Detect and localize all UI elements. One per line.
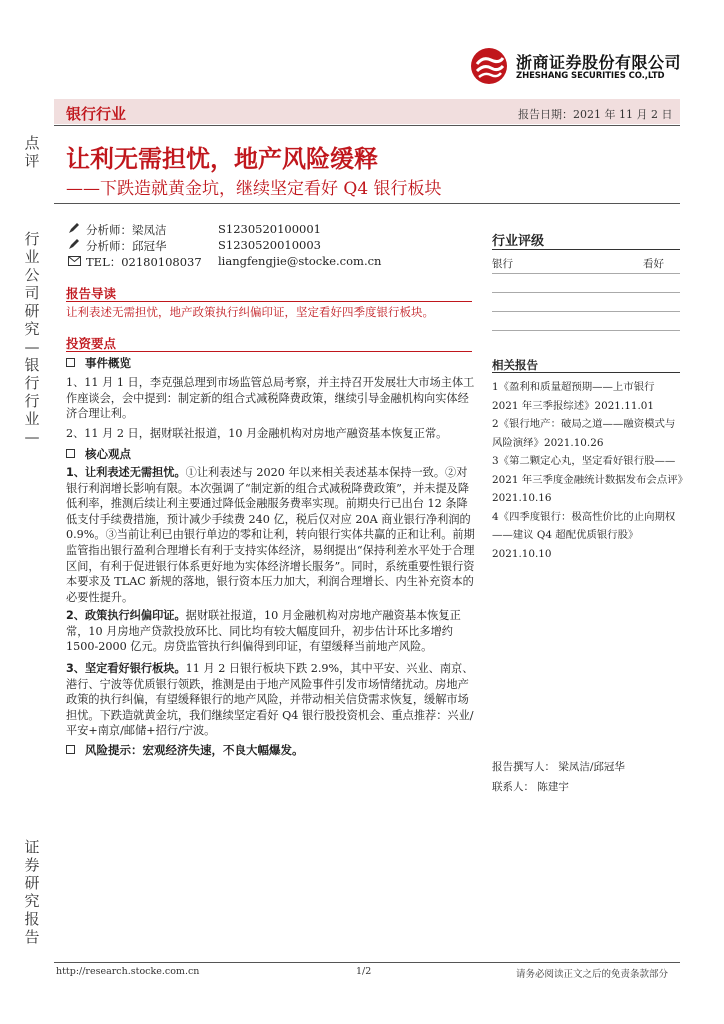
side-tag-category: 行业公司研究—银行行业— <box>24 230 40 446</box>
company-logo-icon <box>469 46 513 86</box>
rating-value: 看好 <box>643 258 664 270</box>
analyst-tel: TEL：02180108037 <box>86 255 202 269</box>
mail-icon <box>68 255 86 269</box>
footer-url-link[interactable]: http://research.stocke.com.cn <box>56 966 200 977</box>
analyst-name: 分析师：梁凤洁 <box>86 223 167 237</box>
event-paragraph-2: 2、11 月 2 日，据财联社报道，10 月金融机构对房地产融资基本恢复正常。 <box>66 427 448 440</box>
analyst-email[interactable]: liangfengjie@stocke.com.cn <box>218 254 382 268</box>
report-writer: 报告撰写人： 梁凤洁/邱冠华 <box>492 761 625 773</box>
core-point-2-title: 2、政策执行纠偏印证。 <box>66 609 186 622</box>
rating-table-line <box>492 292 680 293</box>
analyst-contact-row <box>68 254 382 270</box>
report-contact: 联系人： 陈建宇 <box>492 781 569 793</box>
guide-text: 让利表述无需担忧，地产政策执行纠偏印证，坚定看好四季度银行板块。 <box>66 305 434 319</box>
title-divider <box>54 203 680 204</box>
report-date: 报告日期：2021 年 11 月 2 日 <box>518 108 673 121</box>
core-view-heading: 核心观点 <box>66 446 131 462</box>
rating-industry: 银行 <box>492 258 513 270</box>
key-points-divider <box>66 351 472 352</box>
footer-disclaimer: 请务必阅读正文之后的免责条款部分 <box>516 969 669 980</box>
risk-warning <box>66 742 304 758</box>
analyst-name: 分析师：邱冠华 <box>86 239 167 253</box>
pen-icon <box>68 238 86 253</box>
rating-table-line <box>492 330 680 331</box>
page-number: 1/2 <box>356 966 372 977</box>
risk-text: 宏观经济失速，不良大幅爆发。 <box>142 743 304 757</box>
analyst-cert: S1230520100001 <box>218 222 321 236</box>
core-paragraph-3 <box>66 661 476 739</box>
core-point-3-title: 3、坚定看好银行板块。 <box>66 662 186 675</box>
company-name-en: ZHESHANG SECURITIES CO.,LTD <box>516 71 665 81</box>
guide-divider <box>66 301 472 302</box>
event-paragraph-1: 1、11 月 1 日，李克强总理到市场监管总局考察，并主持召开发展壮大市场主体工作座谈会，会中提到：制定新的组合式减税降费政策，继续引导金融机构向实体经济合理让利。 <box>66 376 475 421</box>
core-paragraph-1 <box>66 465 476 605</box>
page-title: 让利无需担忧，地产风险缓释 <box>66 145 378 173</box>
side-tag-research: 证券研究报告 <box>24 838 40 946</box>
core-point-1-text: ①让利表述与 2020 年以来相关表述基本保持一致。②对银行利润增长影响有限。本次强调了“制定新的组合式减税降费政策”，并未提及降低利率，推测后续让利主要通过降低金融服务费率实现。前期央行已出台 12 条降低支付手续费措施，预计减少手续费 240 亿，税后仅对应 20A 商业银行净利润的 0.9%。③当前让利已由银行单边的零和让利，转向银行实体共赢的正和让利。前期监管指出银行盈利合理增长有利于支持实体经济，易纲提出“保持利差水平处于合理区间，有利于促进银行体系更好地为实体经济增长服务”。同时，系统重要性银行资本要求及 TLAC 新规的落地，银行资本压力加大，利润合理增长、内生补充资本的必要性提升。 <box>66 466 475 604</box>
related-reports-list <box>492 378 684 563</box>
checkbox-bullet-icon <box>66 358 75 367</box>
related-reports-divider <box>492 372 680 373</box>
analyst-cert: S1230520010003 <box>218 238 321 252</box>
analyst-row <box>68 238 321 254</box>
risk-label: 风险提示： <box>85 743 143 757</box>
guide-title: 报告导读 <box>66 286 117 301</box>
side-tag-report-type: 点评 <box>24 134 40 170</box>
key-points-title: 投资要点 <box>66 336 117 351</box>
related-report-item[interactable]: 4《四季度银行：极高性价比的止向期权——建议 Q4 超配优质银行股》2021.10.10 <box>492 510 676 560</box>
core-point-2-text: 据财联社报道，10 月金融机构对房地产融资基本恢复正常，10 月房地产贷款投放环比、同比均有较大幅度回升，初步估计环比多增约 1500-2000 亿元。房贷监管执行纠偏得到印证，有望缓释当前地产风险。 <box>66 609 461 654</box>
core-point-3-text: 11 月 2 日银行板块下跌 2.9%，其中平安、兴业、南京、港行、宁波等优质银行领跌，推测是由于地产风险事件引发市场情绪扰动。房地产政策的执行纠偏，有望缓释银行的地产风险，并带动相关信贷需求恢复，缓解市场担忧。下跌造就黄金坑，我们继续坚定看好 Q4 银行股投资机会、重点推荐：兴业/平安+南京/邮储+招行/宁波。 <box>66 662 474 738</box>
related-report-item[interactable]: 1《盈利和质量超预期——上市银行 2021 年三季报综述》2021.11.01 <box>492 381 655 412</box>
rating-title: 行业评级 <box>492 234 545 249</box>
checkbox-bullet-icon <box>66 745 75 754</box>
rating-table-line <box>492 311 680 312</box>
analyst-row <box>68 222 321 238</box>
core-point-1-title: 1、让利表述无需担忧。 <box>66 466 186 479</box>
company-name-cn: 浙商证券股份有限公司 <box>516 53 682 72</box>
rating-table-line <box>492 273 680 274</box>
rating-divider <box>492 249 680 250</box>
core-paragraph-2 <box>66 608 476 655</box>
footer-divider <box>54 962 680 963</box>
page-subtitle: ——下跌造就黄金坑，继续坚定看好 Q4 银行板块 <box>66 179 442 199</box>
related-reports-title: 相关报告 <box>492 358 538 372</box>
industry-label: 银行行业 <box>66 105 127 123</box>
header-divider <box>54 125 680 126</box>
pen-icon <box>68 222 86 237</box>
related-report-item[interactable]: 2《银行地产：破局之道——融资模式与风险演绎》2021.10.26 <box>492 418 676 449</box>
event-overview-heading: 事件概览 <box>66 355 131 371</box>
related-report-item[interactable]: 3《第二颗定心丸，坚定看好银行股——2021 年三季度金融统计数据发布会点评》2021.10.16 <box>492 455 683 504</box>
checkbox-bullet-icon <box>66 449 75 458</box>
